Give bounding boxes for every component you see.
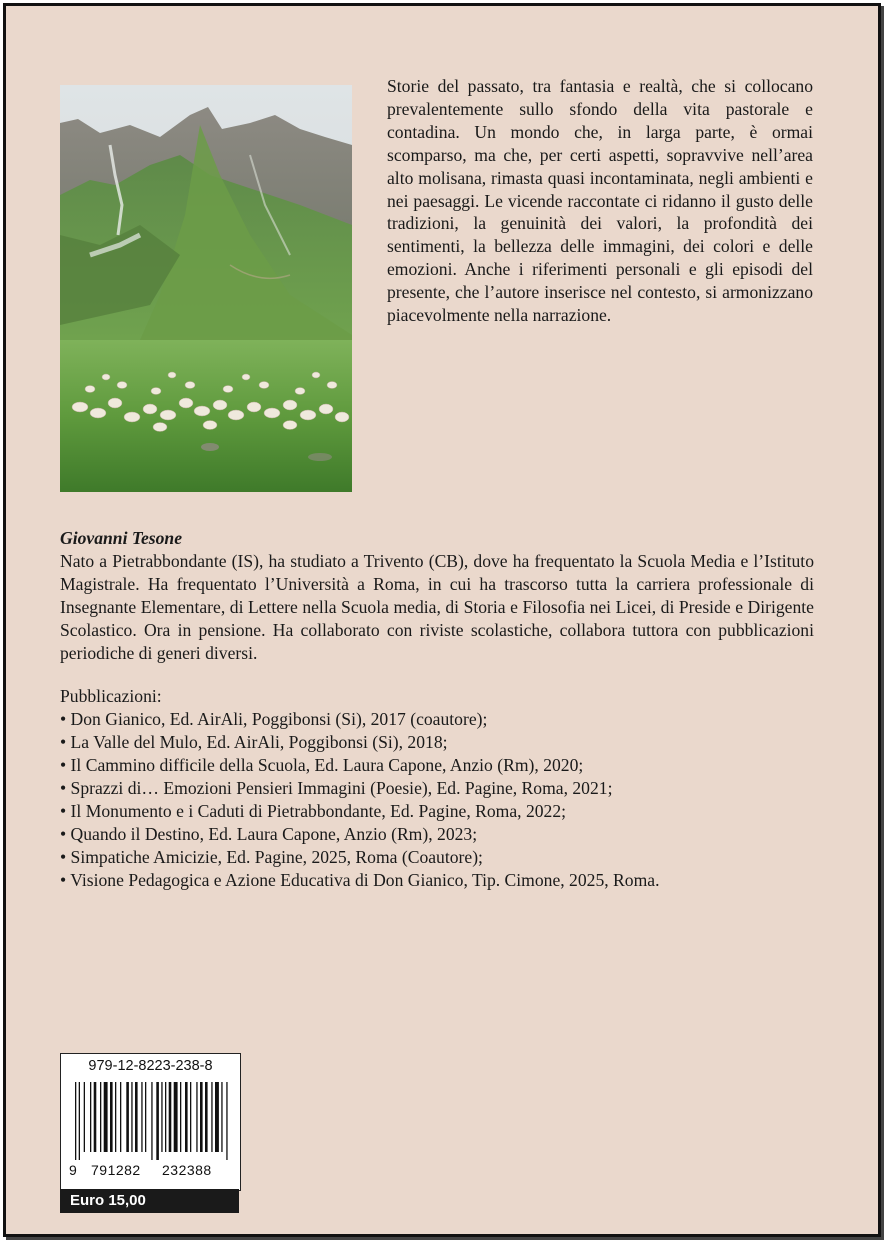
barcode-bar (185, 1082, 188, 1152)
publication-item: • Don Gianico, Ed. AirAli, Poggibonsi (Si), 2017 (coautore); (60, 709, 488, 730)
barcode-bar (79, 1082, 80, 1160)
barcode-bar (115, 1082, 116, 1152)
barcode-bar (205, 1082, 208, 1152)
barcode-bar (104, 1082, 108, 1152)
back-cover (3, 3, 881, 1237)
barcode-bar (110, 1082, 113, 1152)
barcode-bar (131, 1082, 132, 1152)
publication-item: • La Valle del Mulo, Ed. AirAli, Poggibonsi (Si), 2018; (60, 732, 448, 753)
price-band: Euro 15,00 (60, 1189, 239, 1213)
publications-title: Pubblicazioni: (60, 686, 162, 707)
barcode-bar (211, 1082, 212, 1152)
barcode-bar (94, 1082, 97, 1152)
publication-item: • Visione Pedagogica e Azione Educativa di Don Gianico, Tip. Cimone, 2025, Roma. (60, 869, 660, 890)
barcode-bar (190, 1082, 191, 1152)
cover-photo-mountain-sheep (60, 85, 352, 492)
barcode-bar (180, 1082, 181, 1152)
publication-item: • Sprazzi di… Emozioni Pensieri Immagini (Poesie), Ed. Pagine, Roma, 2021; (60, 778, 613, 799)
publication-item: • Simpatiche Amicizie, Ed. Pagine, 2025, Roma (Coautore); (60, 846, 483, 867)
barcode-bar (169, 1082, 172, 1152)
barcode-bar (135, 1082, 138, 1152)
isbn-first-digit: 9 (69, 1162, 77, 1178)
publication-item: • Quando il Destino, Ed. Laura Capone, Anzio (Rm), 2023; (60, 823, 478, 844)
isbn-label: 979-12-8223-238-8 (88, 1058, 213, 1074)
barcode-bar (174, 1082, 178, 1152)
back-cover-blurb: Storie del passato, tra fantasia e realtà, che si collocano prevalentemente sullo sfondo della vita pastorale e contadina. Un mondo che, in larga parte, è ormai scomparso, ma che, per certi aspetti, sopravvive nell’area alto molisana, rimasta quasi incontaminata, negli ambienti e nei paesaggi. Le vicende raccontate ci ridanno il gusto delle tradizioni, la genuinità dei valori, la profondità dei sentimenti, la bellezza delle immagini, dei colori e delle emozioni. Anche i riferimenti personali e gli episodi del presente, che l’autore inserisce nel contesto, si armonizzano piacevolmente nella narrazione. (387, 76, 813, 326)
barcode-bars (71, 1082, 230, 1160)
barcode-bar (226, 1082, 227, 1160)
author-bio: Nato a Pietrabbondante (IS), ha studiato a Trivento (CB), dove ha frequentato la Scuola Media e l’Istituto Magistrale. Ha frequentato l’Università a Roma, in cui ha trascorso tutta la carriera professionale di Insegnante Elementare, di Lettere nella Scuola media, di Storia e Filosofia nei Licei, di Preside e Dirigente Scolastico. Ora in pensione. Ha collaborato con riviste scolastiche, collabora tuttora con pubblicazioni periodiche di generi diversi. (60, 550, 814, 663)
barcode-bar (196, 1082, 197, 1152)
barcode-bar (151, 1082, 152, 1160)
barcode-bar (215, 1082, 219, 1152)
barcode-bar (75, 1082, 76, 1160)
barcode-bar (84, 1082, 85, 1152)
barcode-bar (221, 1082, 222, 1152)
isbn-group-left: 791282 (91, 1162, 141, 1178)
isbn-group-right: 232388 (162, 1162, 212, 1178)
author-section (60, 527, 814, 892)
barcode-bar (100, 1082, 101, 1152)
barcode-bar (90, 1082, 91, 1152)
barcode-bar (141, 1082, 142, 1152)
barcode-bar (161, 1082, 162, 1152)
publication-item: • Il Monumento e i Caduti di Pietrabbondante, Ed. Pagine, Roma, 2022; (60, 800, 567, 821)
barcode-bar (126, 1082, 129, 1152)
barcode-bar (200, 1082, 203, 1152)
publication-item: • Il Cammino difficile della Scuola, Ed. Laura Capone, Anzio (Rm), 2020; (60, 755, 584, 776)
barcode-bar (145, 1082, 146, 1152)
publications-list (60, 708, 814, 891)
isbn-barcode (60, 1053, 241, 1191)
author-name: Giovanni Tesone (60, 528, 183, 548)
barcode-bar (156, 1082, 159, 1160)
barcode-bar (165, 1082, 166, 1152)
barcode-bar (120, 1082, 121, 1152)
